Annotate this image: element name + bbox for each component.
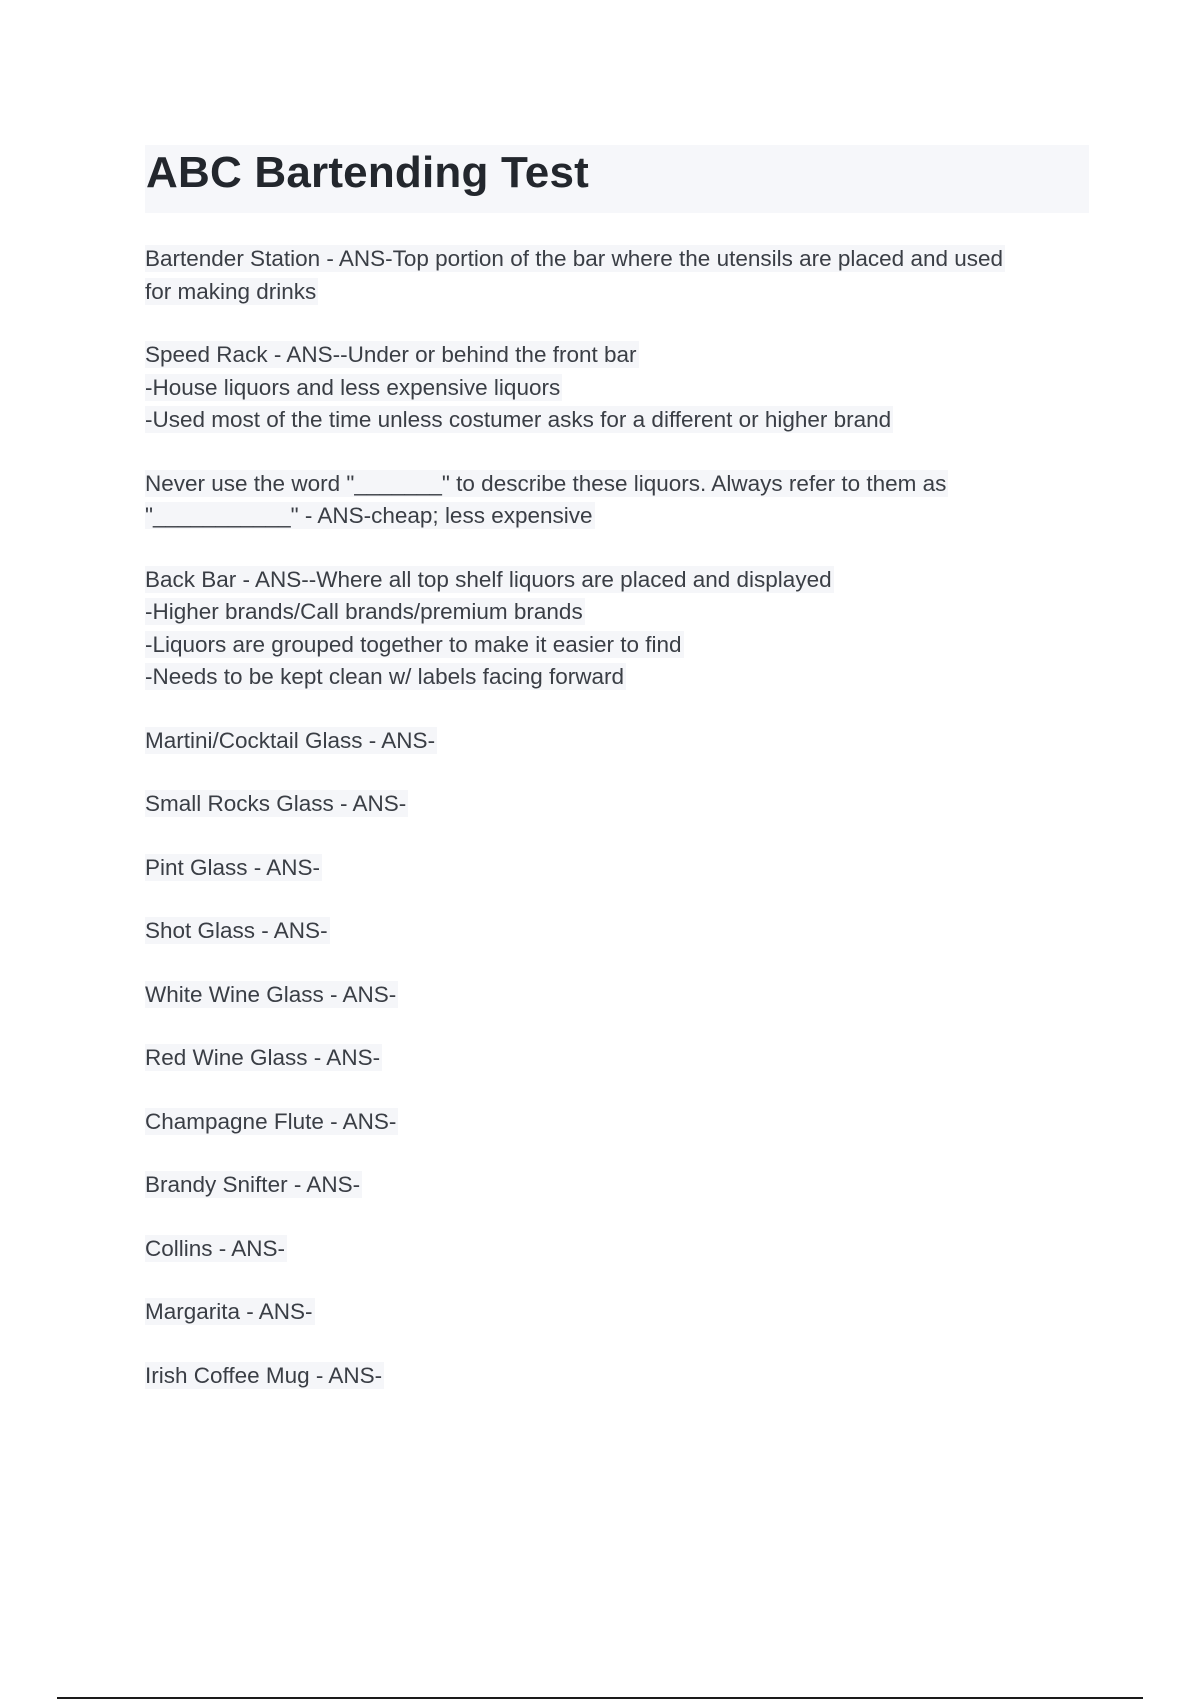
entry-line: Bartender Station - ANS-Top portion of the bar where the utensils are placed and used xyxy=(145,246,1004,271)
entry-line: Small Rocks Glass - ANS- xyxy=(145,791,407,816)
entry-line: for making drinks xyxy=(145,278,317,304)
flashcard-list xyxy=(145,243,1095,1423)
entry-line: Champagne Flute - ANS- xyxy=(145,1108,397,1134)
flashcard-entry xyxy=(145,979,1095,1012)
entry-line: Back Bar - ANS--Where all top shelf liquors are placed and displayed xyxy=(145,566,832,592)
entry-line: "___________" - ANS-cheap; less expensive xyxy=(145,503,593,528)
entry-line: -Used most of the time unless costumer asks for a different or higher brand xyxy=(145,407,892,432)
flashcard-entry xyxy=(145,468,1095,533)
flashcard-entry xyxy=(145,725,1095,758)
flashcard-entry xyxy=(145,564,1095,694)
entry-line: Pint Glass - ANS- xyxy=(145,854,321,880)
entry-line: Irish Coffee Mug - ANS- xyxy=(145,1362,383,1388)
entry-line: -House liquors and less expensive liquors xyxy=(145,374,561,400)
entry-line: Shot Glass - ANS- xyxy=(145,918,328,943)
flashcard-entry xyxy=(145,1360,1095,1393)
entry-line: Martini/Cocktail Glass - ANS- xyxy=(145,727,436,753)
entry-line: Collins - ANS- xyxy=(145,1235,286,1261)
flashcard-entry xyxy=(145,852,1095,885)
flashcard-entry xyxy=(145,1106,1095,1139)
flashcard-entry xyxy=(145,915,1095,948)
entry-line: Never use the word "_______" to describe these liquors. Always refer to them as xyxy=(145,470,947,496)
entry-line: -Needs to be kept clean w/ labels facing forward xyxy=(145,664,625,689)
entry-line: -Liquors are grouped together to make it easier to find xyxy=(145,631,682,657)
flashcard-entry xyxy=(145,1169,1095,1202)
flashcard-entry xyxy=(145,788,1095,821)
entry-line: Margarita - ANS- xyxy=(145,1299,313,1324)
entry-line: Speed Rack - ANS--Under or behind the front bar xyxy=(145,342,637,367)
flashcard-entry xyxy=(145,243,1095,308)
flashcard-entry xyxy=(145,1042,1095,1075)
entry-line: -Higher brands/Call brands/premium brands xyxy=(145,599,583,624)
flashcard-entry xyxy=(145,1296,1095,1329)
entry-line: Brandy Snifter - ANS- xyxy=(145,1172,361,1197)
entry-line: Red Wine Glass - ANS- xyxy=(145,1045,381,1070)
entry-line: White Wine Glass - ANS- xyxy=(145,981,397,1007)
document-title: ABC Bartending Test xyxy=(146,148,590,197)
flashcard-entry xyxy=(145,339,1095,437)
footer-divider xyxy=(57,1697,1143,1699)
flashcard-entry xyxy=(145,1233,1095,1266)
